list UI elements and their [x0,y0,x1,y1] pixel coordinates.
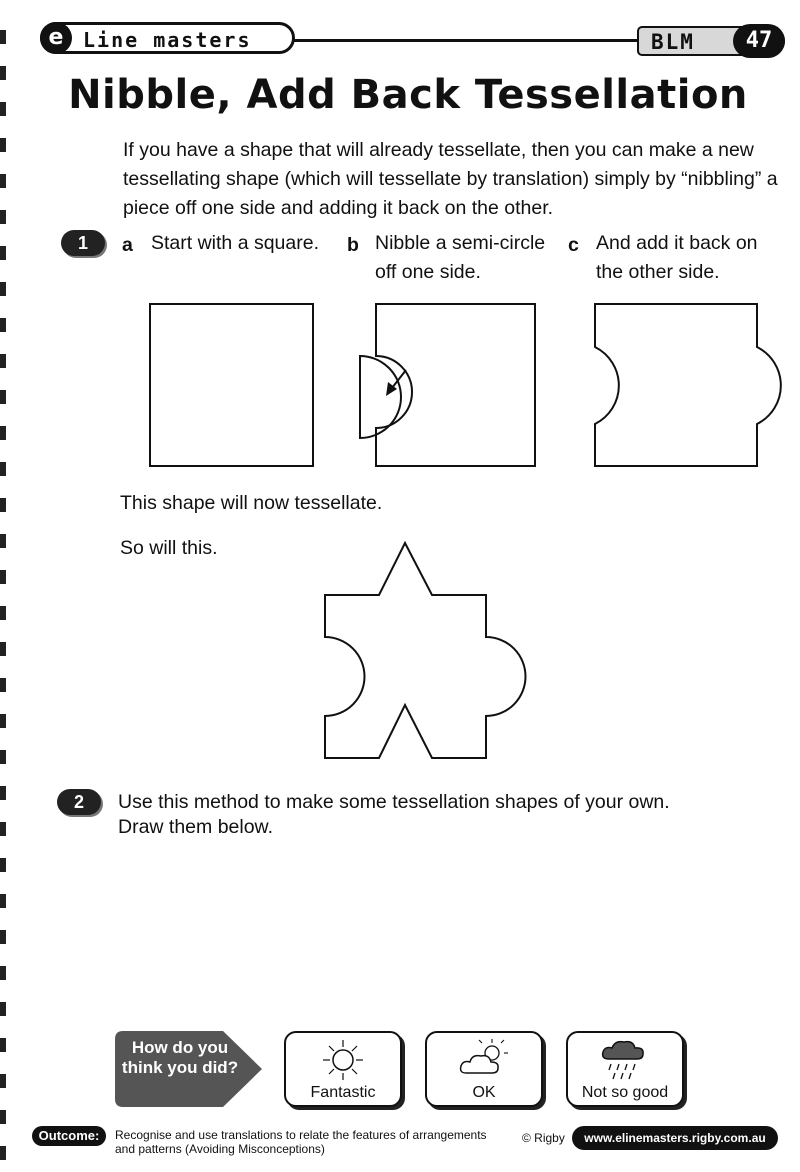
step-a-letter: a [122,234,133,256]
translated-shape [595,304,781,466]
copyright: © Rigby [522,1131,565,1145]
feedback-question: How do you think you did? [121,1038,239,1077]
feedback-fantastic[interactable] [284,1031,402,1107]
outcome-text: Recognise and use translations to relate the features of arrangements and patterns (Avoiding Misconceptions) [115,1128,487,1156]
sun-cloud-icon [456,1037,512,1081]
star-tessellation-shape [325,543,526,758]
website-link[interactable]: www.elinemasters.rigby.com.au [572,1126,778,1150]
blm-number: 47 [733,24,785,58]
blm-label: BLM [651,30,695,54]
question-1-badge: 1 [61,230,105,256]
rain-cloud-icon [597,1037,653,1083]
note-tessellate: This shape will now tessellate. [120,492,383,514]
brand-name: Line masters [83,28,252,52]
question-2-text: Use this method to make some tessellation shapes of your own. Draw them below. [118,791,670,838]
step-a-text: Start with a square. [151,232,319,254]
brand-logo: e [40,22,72,54]
feedback-fantastic-label: Fantastic [310,1084,376,1101]
step-b-text: Nibble a semi-circle off one side. [375,232,546,283]
sun-icon [318,1037,368,1083]
page-title: Nibble, Add Back Tessellation [68,72,748,118]
question-2-badge: 2 [57,789,101,815]
feedback-ok-label: OK [472,1084,496,1101]
step-c-letter: c [568,234,579,256]
note-so-will-this: So will this. [120,537,218,559]
nibbled-piece [360,356,401,438]
step-b-letter: b [347,234,359,256]
outcome-label: Outcome: [32,1126,106,1146]
feedback-ok[interactable] [425,1031,543,1107]
intro-text: If you have a shape that will already tessellate, then you can make a new tessellating shape (which will tessellate by translation) simply by “nibbling” a piece off one side and adding it back on the other. [123,139,778,219]
step-c-text: And add it back on the other side. [596,232,758,283]
square-shape [150,304,313,466]
feedback-not-so-good-label: Not so good [581,1084,669,1101]
feedback-not-so-good[interactable] [566,1031,684,1107]
